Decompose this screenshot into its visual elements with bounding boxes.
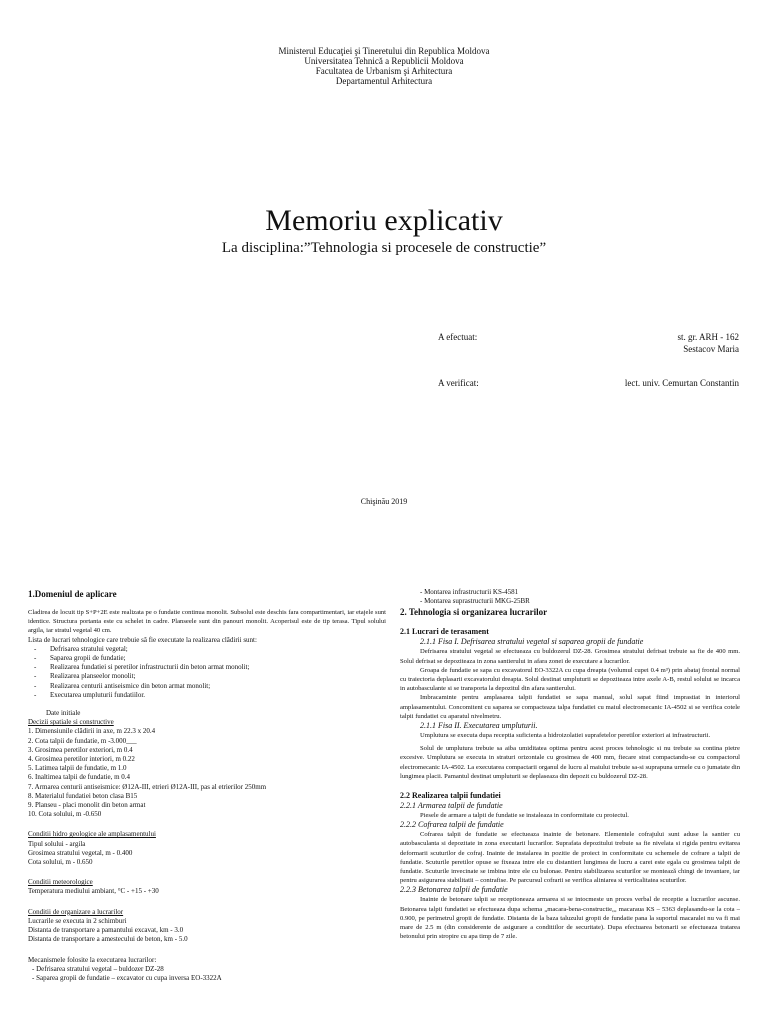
spatial-item: 6. Inaltimea talpii de fundatie, m 0.4	[28, 773, 131, 782]
list-item: - Realizarea planseelor monolit;	[28, 672, 386, 681]
geo-item: Grosimea stratului vegetal, m - 0.400	[28, 848, 133, 857]
spatial-item: 7. Armarea centurii antiseismice: Ø12A-III, etrieri Ø12A-III, pas al etrierilor 250mm	[28, 782, 267, 791]
org-item: Distanta de transportare a pamantului excavat, km - 3.0	[28, 926, 184, 935]
left-column	[28, 589, 386, 983]
ministry-name: Ministerul Educaţiei şi Tineretului din Republica Moldova	[278, 46, 490, 56]
spatial-item: 4. Grosimea peretilor interiori, m 0.22	[28, 755, 135, 764]
document-subtitle: La disciplina:”Tehnologia si procesele de constructie”	[221, 240, 547, 256]
section-1-heading: 1.Domeniul de aplicare	[28, 589, 117, 599]
meteo-conditions-title: Conditii meteorologice	[28, 878, 93, 887]
paragraph: Solul de umplutura trebuie sa aiba umiditatea optima pentru acest proces tehnologic si nu trebuie sa contina pietre excesive. Umplutura se executa in straturi orizontale cu grosimea de 400 mm, fiecare strat compactandu-se cu compactorul electromecanic IA-4502. La executarea compactarii organul de lucru al maiului trebuie sa-si suprapuna urmele cu o jumatate din lungimea placii. Pamantul destinat umpluturii se deplaseaza din depozit cu buldozerul DZ-28.	[400, 745, 740, 780]
list-item: - Realizarea fundatiei si peretilor infrastructurii din beton armat monolit;	[28, 663, 386, 672]
section-2-1-heading: 2.1 Lucrari de terasament	[400, 627, 489, 637]
paragraph: Defrisarea stratului vegetal se efectueaza cu buldozerul DZ-28. Grosimea stratului defrisat trebuie sa fie de 400 mm. Solul defrisat se depoziteaza in zona santierului in afara zonei de executare a lucrarilor.	[400, 648, 740, 665]
list-item: - Executarea umpluturii fundatiilor.	[28, 691, 386, 700]
paragraph: Piesele de armare a talpii de fundatie se instaleaza in conformitate cu proiectul.	[420, 812, 629, 820]
geo-item: Cota solului, m - 0.650	[28, 858, 93, 867]
works-list	[28, 645, 386, 700]
right-column	[400, 588, 740, 1024]
mechanism-item: - Montarea infrastructurii KS-4581	[420, 588, 519, 596]
spatial-item: 3. Grosimea peretilor exteriori, m 0.4	[28, 745, 133, 754]
mechanism-item: - Defrisarea stratului vegetal – buldozer DZ-28	[32, 964, 164, 973]
faculty-name: Facultatea de Urbanism şi Arhitectura	[315, 66, 453, 76]
works-list-intro: Lista de lucrari tehnologice care trebuie să fie executate la realizarea clădirii sunt:	[28, 635, 257, 644]
mechanism-item: - Montarea suprastructurii MKG-25BR	[420, 597, 530, 606]
geo-item: Tipul solului - argila	[28, 839, 86, 848]
paragraph: Cofrarea talpii de fundatie se efectueaza inainte de betonare. Elementele cofrajului sunt aduse la santier cu autobasculanta si depozitate in zona executarii lucrarilor. Suprafata depozitului trebuie sa fie nivelata si rigida pentru evitarea deformarii scuturilor de cofraj. Inainte de instalarea in pozitie de proiect in conformitate cu schemele de cofrare a talpii de fundatie. Scuturile peretilor opuse se fixeaza intre ele cu distantieri lungimea de lucru a carei este egala cu grosimea talpii de fundatie. Scuturile invecinate se imbina intre ele cu bulonae. Pentru stabilizarea scuturilor se montează chingi de invantare, iar pentru asigurarea stabilitatii – contrafise. Pe parcursul cofrarii se verifica aliniarea si verticalitatea scuturilor.	[400, 831, 740, 885]
spatial-item: 9. Planseu - placi monolit din beton armat	[28, 801, 146, 810]
student-name: Sestacov Maria	[683, 344, 739, 354]
paragraph: Groapa de fundatie se sapa cu excavatorul EO-3322A cu cupa dreapta (volumul cupei 0.4 m³) prin abataj frontal normal cu traiectoria deplasarii excavatorului dreapta. Solul destinat umpluturii se depoziteaza intre axele A-B, restul solului se incarca in autobasculante si se transporta la depozitul din afara santierului.	[400, 666, 740, 693]
intro-paragraph: Cladirea de locuit tip S+P+2E este realizata pe o fundatie continua monolit. Subsolul este deschis fara compartimentari, iar etajele sunt identice. Structura portanta este cu schelet in cadre. Planseele sunt din panouri monolit. Acoperisul este de tip terasa. Tipul solului argila, iar stratul vegetal 40 cm.	[28, 609, 386, 635]
list-item: - Defrisarea stratului vegetal;	[28, 645, 386, 654]
student-group: st. gr. ARH - 162	[677, 332, 739, 342]
department-name: Departamentul Arhitectura	[335, 76, 433, 86]
city-year: Chişinău 2019	[360, 497, 408, 506]
section-2-2-heading: 2.2 Realizarea talpii fundatiei	[400, 791, 501, 801]
section-2-2-2-heading: 2.2.2 Cofrarea talpii de fundatie	[400, 820, 504, 830]
org-conditions-title: Conditii de organizare a lucrarilor	[28, 907, 124, 916]
org-item: Lucrarile se executa in 2 schimburi	[28, 916, 127, 925]
paragraph: Imbracaminte pentru amplasarea talpii fundatiei se sapa manual, solul sapat fiind imprastiat in interiorul amplasamentului. Concomitent cu saparea se compacteaza talpa fundatiei cu maiul electromecanic IA-4502 si se verifica cotele talpii fundatiei cu aparatul nivelmetru.	[400, 694, 740, 720]
section-2-1-2-heading: 2.1.1 Fisa II. Executarea umpluturii.	[420, 721, 538, 731]
spatial-item: 10. Cota solului, m -0.650	[28, 810, 102, 819]
mechanisms-title: Mecanismele folosite la executarea lucrarilor:	[28, 955, 157, 964]
meteo-item: Temperatura mediului ambiant, °C - +15 - +30	[28, 887, 159, 896]
list-item: - Saparea gropii de fundatie;	[28, 654, 386, 663]
spatial-decisions-title: Decizii spatiale si constructive	[28, 718, 114, 727]
initial-data-title: Date initiale	[46, 709, 81, 718]
spatial-item: 1. Dimensiunile clădirii in axe, m 22.3 x 20.4	[28, 727, 156, 736]
section-2-heading: 2. Tehnologia si organizarea lucrarilor	[400, 607, 548, 618]
paragraph: Umplutura se executa dupa receptia suficienta a hidroizolatiei suprafetelor peretilor exteriori ai infrastructurii.	[420, 732, 711, 740]
org-item: Distanta de transportare a amestecului de beton, km - 5.0	[28, 935, 188, 944]
paragraph: Inainte de betonare talpii se receptioneaza armarea si se intocmeste un proces verbal de receptie a lucrarilor ascunse. Betonarea talpii fundatiei se efectueaza dupa schema „macara-bena-constructie„, macaraua KS – 5363 deplasandu-se la cota – 0.900, pe perimetrul gropii de fundatie. Distanta de la baza taluzului gropii de fundatie pana la suportul macaralei nu va fi mai mare de 2.5 m (din considerente de asigurare a conditiilor de securitate). Dupa efectuarea betonarii se efectueaza tratarea betonului prin stropire cu apa timp de 7 zile.	[400, 896, 740, 941]
verified-label: A verificat:	[438, 378, 479, 388]
section-2-2-3-heading: 2.2.3 Betonarea talpii de fundatie	[400, 885, 508, 895]
teacher-name: lect. univ. Cemurtan Constantin	[624, 378, 739, 388]
spatial-item: 5. Latimea talpii de fundatie, m 1.0	[28, 764, 127, 773]
institution-header	[0, 46, 768, 86]
university-name: Universitatea Tehnică a Republicii Moldova	[304, 56, 464, 66]
section-2-2-1-heading: 2.2.1 Armarea talpii de fundatie	[400, 801, 503, 811]
section-2-1-1-heading: 2.1.1 Fisa I. Defrisarea stratului vegetal si saparea gropii de fundatie	[420, 637, 644, 647]
geo-conditions-title: Conditii hidro geologice ale amplasamentului	[28, 830, 156, 839]
effected-label: A efectuat:	[438, 332, 478, 342]
list-item: - Realizarea centurii antiseismice din beton armat monolit;	[28, 682, 386, 691]
document-title: Memoriu explicativ	[265, 204, 503, 237]
mechanism-item: - Saparea gropii de fundatie – excavator cu cupa inversa EO-3322A	[32, 973, 222, 982]
spatial-item: 2. Cota talpii de fundatie, m -3.000___	[28, 736, 137, 745]
spatial-item: 8. Materialul fundatiei beton clasa B15	[28, 791, 138, 800]
